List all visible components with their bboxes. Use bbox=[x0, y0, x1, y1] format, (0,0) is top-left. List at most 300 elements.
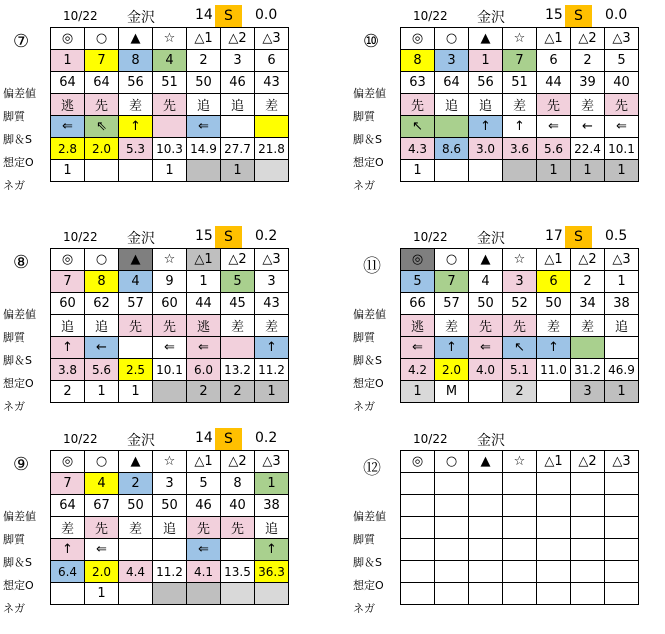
negative-cell: 1 bbox=[85, 583, 119, 605]
table-row bbox=[401, 473, 639, 495]
table-row bbox=[51, 249, 289, 271]
leg-speed-cell: ⇖ bbox=[85, 116, 119, 138]
row-label: 偏差値 bbox=[353, 308, 386, 321]
row-labels bbox=[353, 505, 399, 620]
running-style-cell: 先 bbox=[401, 94, 435, 116]
race-header bbox=[50, 226, 355, 248]
deviation-cell: 34 bbox=[571, 293, 605, 315]
negative-cell: M bbox=[435, 381, 469, 403]
race-s-badge: S bbox=[215, 226, 242, 248]
leg-speed-cell bbox=[221, 337, 255, 359]
running-style-cell: 追 bbox=[255, 517, 289, 539]
row-label: 脚＆S bbox=[3, 354, 32, 367]
expected-odds-cell: 13.2 bbox=[221, 359, 255, 381]
deviation-cell: 51 bbox=[153, 72, 187, 94]
table-row bbox=[51, 315, 289, 337]
mark-cell: △2 bbox=[221, 28, 255, 50]
expected-odds-cell: 5.6 bbox=[537, 138, 571, 160]
mark-cell: ▲ bbox=[469, 249, 503, 271]
mark-cell: ▲ bbox=[469, 28, 503, 50]
running-style-cell: 先 bbox=[503, 315, 537, 337]
negative-cell: 1 bbox=[85, 381, 119, 403]
mark-cell: ☆ bbox=[153, 28, 187, 50]
table-row bbox=[51, 381, 289, 403]
race-value: 0.0 bbox=[605, 7, 628, 23]
negative-cell bbox=[255, 583, 289, 605]
leg-speed-cell bbox=[119, 337, 153, 359]
negative-cell: 1 bbox=[221, 160, 255, 182]
expected-odds-cell: 10.1 bbox=[605, 138, 639, 160]
table-row bbox=[51, 293, 289, 315]
deviation-cell bbox=[435, 495, 469, 517]
deviation-cell: 50 bbox=[119, 495, 153, 517]
leg-speed-cell: ↑ bbox=[51, 337, 85, 359]
race-runners: 14 bbox=[195, 430, 213, 446]
horse-number-cell: 1 bbox=[187, 271, 221, 293]
table-row bbox=[401, 583, 639, 605]
horse-number-cell: 8 bbox=[119, 50, 153, 72]
negative-cell bbox=[435, 160, 469, 182]
deviation-cell: 66 bbox=[401, 293, 435, 315]
deviation-cell: 56 bbox=[119, 72, 153, 94]
leg-speed-cell: ↖ bbox=[401, 116, 435, 138]
race-runners: 15 bbox=[195, 228, 213, 244]
deviation-cell: 43 bbox=[255, 293, 289, 315]
race-value: 0.0 bbox=[255, 7, 278, 23]
negative-cell bbox=[503, 160, 537, 182]
leg-speed-cell: ⇐ bbox=[187, 337, 221, 359]
table-row bbox=[401, 249, 639, 271]
mark-cell: △1 bbox=[187, 249, 221, 271]
race-runners: 17 bbox=[545, 228, 563, 244]
expected-odds-cell: 36.3 bbox=[255, 561, 289, 583]
race-venue: 金沢 bbox=[127, 231, 155, 247]
running-style-cell: 先 bbox=[153, 315, 187, 337]
race-table bbox=[400, 248, 639, 403]
mark-cell: ▲ bbox=[119, 451, 153, 473]
expected-odds-cell: 6.0 bbox=[187, 359, 221, 381]
leg-speed-cell: ⇐ bbox=[401, 337, 435, 359]
mark-cell: △3 bbox=[255, 249, 289, 271]
table-row bbox=[51, 160, 289, 182]
table-row bbox=[401, 315, 639, 337]
running-style-cell bbox=[537, 517, 571, 539]
horse-number-cell: 9 bbox=[153, 271, 187, 293]
deviation-cell bbox=[605, 495, 639, 517]
deviation-cell: 62 bbox=[85, 293, 119, 315]
horse-number-cell: 8 bbox=[401, 50, 435, 72]
expected-odds-cell: 46.9 bbox=[605, 359, 639, 381]
row-label: 偏差値 bbox=[3, 308, 36, 321]
table-row bbox=[401, 381, 639, 403]
row-label: 偏差値 bbox=[353, 510, 386, 523]
running-style-cell: 先 bbox=[537, 94, 571, 116]
expected-odds-cell: 4.2 bbox=[401, 359, 435, 381]
horse-number-cell: 4 bbox=[119, 271, 153, 293]
expected-odds-cell: 11.0 bbox=[537, 359, 571, 381]
negative-cell: 1 bbox=[51, 160, 85, 182]
leg-speed-cell bbox=[153, 116, 187, 138]
leg-speed-cell bbox=[255, 116, 289, 138]
running-style-cell bbox=[401, 517, 435, 539]
row-label: ネガ bbox=[353, 179, 375, 192]
running-style-cell: 差 bbox=[537, 315, 571, 337]
expected-odds-cell: 3.0 bbox=[469, 138, 503, 160]
deviation-cell: 51 bbox=[503, 72, 537, 94]
expected-odds-cell: 14.9 bbox=[187, 138, 221, 160]
race-table bbox=[50, 450, 289, 605]
mark-cell: △1 bbox=[187, 451, 221, 473]
negative-cell: 1 bbox=[153, 160, 187, 182]
negative-cell bbox=[255, 160, 289, 182]
table-row bbox=[401, 561, 639, 583]
table-row bbox=[401, 451, 639, 473]
row-label: 偏差値 bbox=[353, 87, 386, 100]
horse-number-cell bbox=[435, 473, 469, 495]
negative-cell bbox=[469, 381, 503, 403]
expected-odds-cell: 3.6 bbox=[503, 138, 537, 160]
mark-cell: ☆ bbox=[503, 451, 537, 473]
running-style-cell: 追 bbox=[153, 517, 187, 539]
leg-speed-cell: ⇐ bbox=[51, 116, 85, 138]
negative-cell bbox=[537, 583, 571, 605]
deviation-cell bbox=[537, 495, 571, 517]
deviation-cell: 40 bbox=[221, 495, 255, 517]
deviation-cell: 38 bbox=[255, 495, 289, 517]
negative-cell: 1 bbox=[605, 160, 639, 182]
race-date: 10/22 bbox=[413, 9, 448, 23]
running-style-cell bbox=[605, 517, 639, 539]
negative-cell bbox=[503, 583, 537, 605]
leg-speed-cell bbox=[503, 539, 537, 561]
mark-cell: ◎ bbox=[401, 451, 435, 473]
table-row bbox=[51, 539, 289, 561]
expected-odds-cell: 2.0 bbox=[85, 561, 119, 583]
horse-number-cell bbox=[469, 473, 503, 495]
running-style-cell: 差 bbox=[255, 94, 289, 116]
race-number: ⑫ bbox=[363, 458, 381, 479]
running-style-cell bbox=[469, 517, 503, 539]
race-number: ⑦ bbox=[13, 31, 30, 52]
horse-number-cell: 4 bbox=[85, 473, 119, 495]
deviation-cell: 50 bbox=[153, 495, 187, 517]
table-row bbox=[401, 160, 639, 182]
race-table bbox=[50, 27, 289, 182]
negative-cell: 1 bbox=[537, 160, 571, 182]
negative-cell bbox=[119, 160, 153, 182]
mark-cell: ☆ bbox=[153, 451, 187, 473]
table-row bbox=[401, 293, 639, 315]
running-style-cell: 先 bbox=[187, 517, 221, 539]
mark-cell: ▲ bbox=[119, 249, 153, 271]
race-s-badge: S bbox=[215, 5, 242, 27]
race-date: 10/22 bbox=[63, 432, 98, 446]
expected-odds-cell bbox=[469, 561, 503, 583]
mark-cell: ▲ bbox=[119, 28, 153, 50]
race-number: ⑪ bbox=[363, 256, 381, 277]
horse-number-cell: 3 bbox=[153, 473, 187, 495]
race-date: 10/22 bbox=[63, 230, 98, 244]
row-label: 脚質 bbox=[3, 331, 25, 344]
deviation-cell: 67 bbox=[85, 495, 119, 517]
leg-speed-cell: ⇐ bbox=[153, 337, 187, 359]
running-style-cell: 逃 bbox=[401, 315, 435, 337]
deviation-cell: 56 bbox=[469, 72, 503, 94]
deviation-cell bbox=[401, 495, 435, 517]
running-style-cell: 逃 bbox=[187, 315, 221, 337]
deviation-cell: 38 bbox=[605, 293, 639, 315]
race-value: 0.2 bbox=[255, 430, 278, 446]
table-row bbox=[401, 138, 639, 160]
deviation-cell: 44 bbox=[537, 72, 571, 94]
mark-cell: △2 bbox=[571, 249, 605, 271]
row-label: ネガ bbox=[353, 602, 375, 615]
table-row bbox=[51, 116, 289, 138]
expected-odds-cell: 21.8 bbox=[255, 138, 289, 160]
row-label: 脚＆S bbox=[353, 354, 382, 367]
deviation-cell: 64 bbox=[51, 72, 85, 94]
running-style-cell bbox=[571, 517, 605, 539]
horse-number-cell: 5 bbox=[401, 271, 435, 293]
row-label: ネガ bbox=[353, 400, 375, 413]
leg-speed-cell: ↑ bbox=[469, 116, 503, 138]
table-row bbox=[401, 271, 639, 293]
negative-cell bbox=[187, 160, 221, 182]
mark-cell: △3 bbox=[255, 451, 289, 473]
row-label: ネガ bbox=[3, 400, 25, 413]
negative-cell: 1 bbox=[605, 381, 639, 403]
expected-odds-cell bbox=[435, 561, 469, 583]
race-s-badge: S bbox=[565, 226, 592, 248]
expected-odds-cell: 5.6 bbox=[85, 359, 119, 381]
mark-cell: ○ bbox=[435, 249, 469, 271]
negative-cell: 1 bbox=[255, 381, 289, 403]
table-row bbox=[401, 517, 639, 539]
table-row bbox=[51, 495, 289, 517]
mark-cell: ○ bbox=[435, 28, 469, 50]
expected-odds-cell: 11.2 bbox=[153, 561, 187, 583]
expected-odds-cell bbox=[401, 561, 435, 583]
expected-odds-cell: 27.7 bbox=[221, 138, 255, 160]
row-labels bbox=[3, 82, 49, 197]
leg-speed-cell: ↑ bbox=[51, 539, 85, 561]
race-header bbox=[400, 428, 665, 450]
mark-cell: ○ bbox=[435, 451, 469, 473]
horse-number-cell: 7 bbox=[85, 50, 119, 72]
horse-number-cell: 1 bbox=[51, 50, 85, 72]
leg-speed-cell: ⇐ bbox=[469, 337, 503, 359]
negative-cell bbox=[153, 583, 187, 605]
leg-speed-cell bbox=[469, 539, 503, 561]
running-style-cell: 追 bbox=[85, 315, 119, 337]
table-row bbox=[51, 517, 289, 539]
leg-speed-cell bbox=[119, 539, 153, 561]
horse-number-cell: 1 bbox=[469, 50, 503, 72]
table-row bbox=[51, 138, 289, 160]
row-label: 脚質 bbox=[353, 110, 375, 123]
row-labels bbox=[353, 82, 399, 197]
race-table bbox=[400, 27, 639, 182]
row-labels bbox=[3, 303, 49, 418]
mark-cell: △2 bbox=[221, 249, 255, 271]
deviation-cell: 60 bbox=[51, 293, 85, 315]
running-style-cell: 先 bbox=[605, 94, 639, 116]
table-row bbox=[401, 50, 639, 72]
mark-cell: △3 bbox=[255, 28, 289, 50]
running-style-cell: 差 bbox=[571, 94, 605, 116]
mark-cell: ○ bbox=[85, 249, 119, 271]
row-label: 脚＆S bbox=[353, 556, 382, 569]
expected-odds-cell: 2.5 bbox=[119, 359, 153, 381]
mark-cell: △1 bbox=[537, 249, 571, 271]
row-label: 脚＆S bbox=[3, 556, 32, 569]
expected-odds-cell: 11.2 bbox=[255, 359, 289, 381]
running-style-cell: 差 bbox=[435, 315, 469, 337]
expected-odds-cell: 2.0 bbox=[85, 138, 119, 160]
expected-odds-cell: 13.5 bbox=[221, 561, 255, 583]
row-label: 想定O bbox=[3, 156, 34, 169]
mark-cell: △2 bbox=[571, 28, 605, 50]
race-number: ⑧ bbox=[13, 252, 30, 273]
horse-number-cell bbox=[401, 473, 435, 495]
horse-number-cell: 7 bbox=[51, 473, 85, 495]
leg-speed-cell: ⇐ bbox=[537, 116, 571, 138]
negative-cell: 1 bbox=[119, 381, 153, 403]
race-value: 0.5 bbox=[605, 228, 628, 244]
leg-speed-cell bbox=[605, 337, 639, 359]
row-label: 脚＆S bbox=[3, 133, 32, 146]
mark-cell: ☆ bbox=[153, 249, 187, 271]
deviation-cell: 50 bbox=[469, 293, 503, 315]
expected-odds-cell: 5.1 bbox=[503, 359, 537, 381]
deviation-cell: 64 bbox=[85, 72, 119, 94]
running-style-cell: 先 bbox=[469, 315, 503, 337]
mark-cell: △1 bbox=[187, 28, 221, 50]
expected-odds-cell bbox=[503, 561, 537, 583]
table-row bbox=[401, 337, 639, 359]
race-number: ⑩ bbox=[363, 31, 380, 52]
mark-cell: ☆ bbox=[503, 249, 537, 271]
row-label: 脚質 bbox=[3, 110, 25, 123]
row-label: 脚質 bbox=[353, 331, 375, 344]
leg-speed-cell bbox=[435, 539, 469, 561]
negative-cell bbox=[221, 583, 255, 605]
leg-speed-cell: ← bbox=[85, 337, 119, 359]
row-labels bbox=[3, 505, 49, 620]
table-row bbox=[401, 94, 639, 116]
row-label: ネガ bbox=[3, 179, 25, 192]
table-row bbox=[51, 473, 289, 495]
leg-speed-cell bbox=[435, 116, 469, 138]
leg-speed-cell: ⇐ bbox=[85, 539, 119, 561]
horse-number-cell: 4 bbox=[153, 50, 187, 72]
horse-number-cell bbox=[571, 473, 605, 495]
row-label: 想定O bbox=[3, 579, 34, 592]
negative-cell bbox=[119, 583, 153, 605]
mark-cell: △2 bbox=[221, 451, 255, 473]
race-venue: 金沢 bbox=[477, 231, 505, 247]
negative-cell bbox=[51, 583, 85, 605]
row-label: 脚質 bbox=[353, 533, 375, 546]
race-table bbox=[50, 248, 289, 403]
leg-speed-cell bbox=[221, 539, 255, 561]
running-style-cell: 差 bbox=[119, 94, 153, 116]
horse-number-cell: 2 bbox=[187, 50, 221, 72]
expected-odds-cell: 31.2 bbox=[571, 359, 605, 381]
race-header bbox=[400, 226, 665, 248]
negative-cell: 2 bbox=[51, 381, 85, 403]
leg-speed-cell: ⇐ bbox=[187, 539, 221, 561]
row-label: 想定O bbox=[353, 377, 384, 390]
horse-number-cell: 6 bbox=[537, 50, 571, 72]
expected-odds-cell bbox=[605, 561, 639, 583]
negative-cell: 2 bbox=[221, 381, 255, 403]
deviation-cell: 60 bbox=[153, 293, 187, 315]
row-label: 脚＆S bbox=[353, 133, 382, 146]
mark-cell: △2 bbox=[571, 451, 605, 473]
horse-number-cell: 3 bbox=[435, 50, 469, 72]
running-style-cell: 先 bbox=[221, 517, 255, 539]
horse-number-cell: 1 bbox=[255, 473, 289, 495]
row-label: 想定O bbox=[353, 156, 384, 169]
row-label: 想定O bbox=[353, 579, 384, 592]
deviation-cell: 45 bbox=[221, 293, 255, 315]
horse-number-cell: 7 bbox=[51, 271, 85, 293]
deviation-cell bbox=[469, 495, 503, 517]
running-style-cell: 先 bbox=[153, 94, 187, 116]
leg-speed-cell: ↖ bbox=[503, 337, 537, 359]
horse-number-cell bbox=[537, 473, 571, 495]
deviation-cell bbox=[571, 495, 605, 517]
negative-cell bbox=[435, 583, 469, 605]
horse-number-cell: 7 bbox=[503, 50, 537, 72]
race-date: 10/22 bbox=[413, 432, 448, 446]
table-row bbox=[401, 539, 639, 561]
running-style-cell: 先 bbox=[85, 517, 119, 539]
table-row bbox=[51, 359, 289, 381]
race-date: 10/22 bbox=[63, 9, 98, 23]
mark-cell: ◎ bbox=[401, 249, 435, 271]
row-label: ネガ bbox=[3, 602, 25, 615]
leg-speed-cell bbox=[537, 539, 571, 561]
expected-odds-cell: 4.1 bbox=[187, 561, 221, 583]
deviation-cell: 57 bbox=[119, 293, 153, 315]
leg-speed-cell bbox=[401, 539, 435, 561]
horse-number-cell: 5 bbox=[605, 50, 639, 72]
negative-cell: 3 bbox=[571, 381, 605, 403]
negative-cell bbox=[605, 583, 639, 605]
horse-number-cell: 2 bbox=[571, 271, 605, 293]
table-row bbox=[51, 72, 289, 94]
mark-cell: ◎ bbox=[51, 249, 85, 271]
expected-odds-cell: 4.4 bbox=[119, 561, 153, 583]
running-style-cell: 追 bbox=[221, 94, 255, 116]
deviation-cell: 63 bbox=[401, 72, 435, 94]
negative-cell: 2 bbox=[187, 381, 221, 403]
running-style-cell: 追 bbox=[605, 315, 639, 337]
mark-cell: ▲ bbox=[469, 451, 503, 473]
race-header bbox=[50, 5, 355, 27]
negative-cell bbox=[469, 583, 503, 605]
deviation-cell: 52 bbox=[503, 293, 537, 315]
row-label: 偏差値 bbox=[3, 510, 36, 523]
expected-odds-cell: 4.3 bbox=[401, 138, 435, 160]
deviation-cell: 64 bbox=[51, 495, 85, 517]
expected-odds-cell: 4.0 bbox=[469, 359, 503, 381]
table-row bbox=[401, 359, 639, 381]
running-style-cell: 差 bbox=[503, 94, 537, 116]
expected-odds-cell: 6.4 bbox=[51, 561, 85, 583]
